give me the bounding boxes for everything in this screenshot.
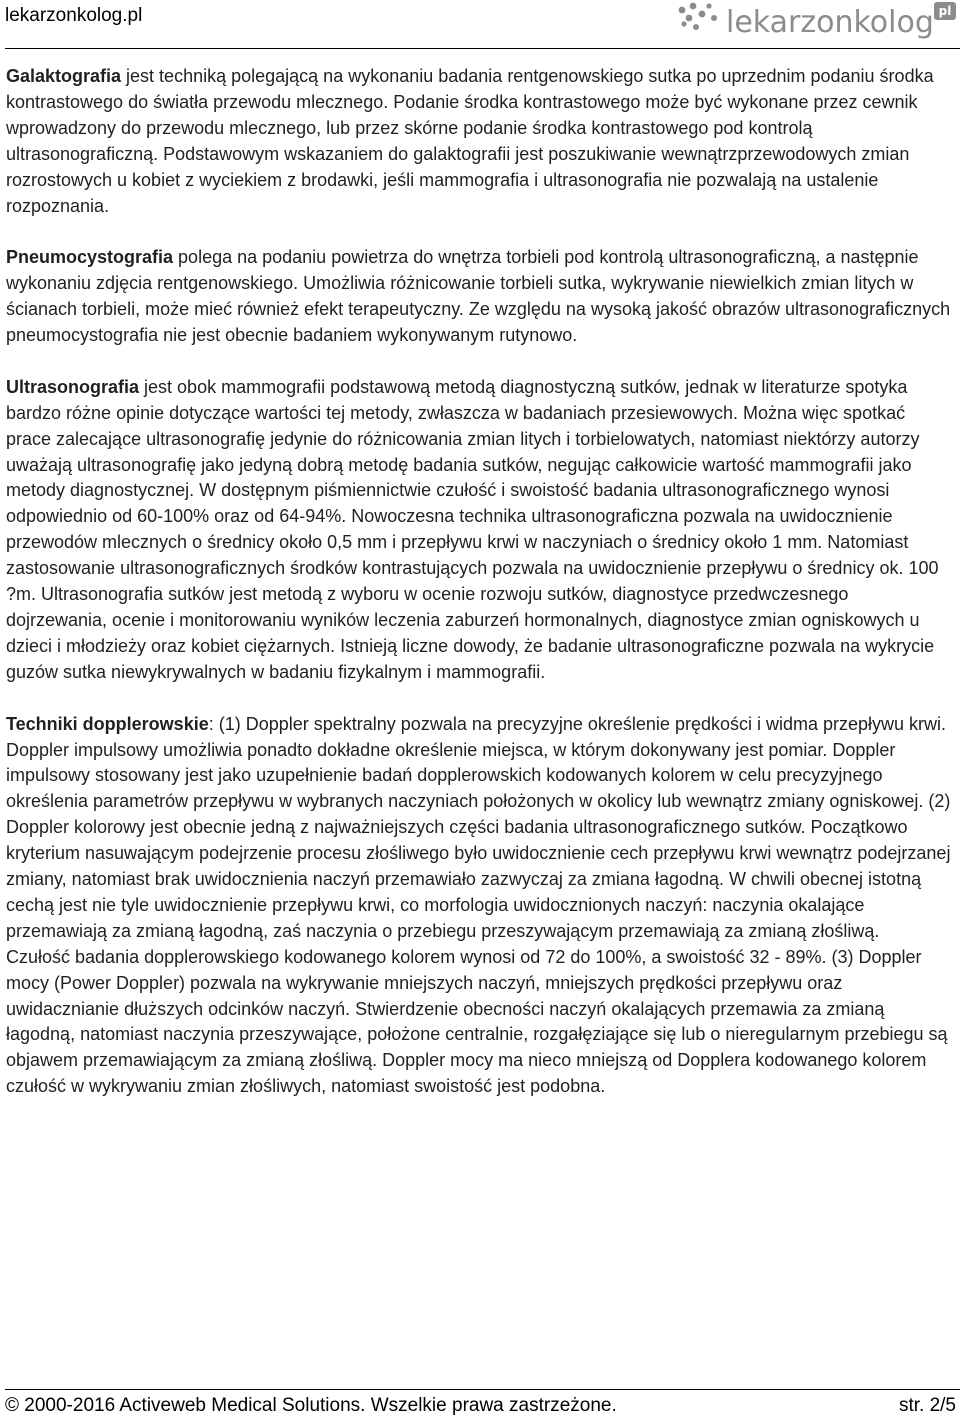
logo-badge-text: pl — [938, 4, 952, 18]
text-ultrasonografia: jest obok mammografii podstawową metodą diagnostyczną sutków, jednak w literaturze spotyka bardzo różne opinie dotyczące wartości tej metody, zwłaszcza w badaniach przesiewowych. Można więc spotkać prace zalecające ultrasonografię jedynie do różnicowania zmian litych i torbielowatych, natomiast niektórzy autorzy uważają ultrasonografię jako jedyną dobrą metodę badania sutków, negując całkowicie wartość mammografii jako metody diagnostycznej. W dostępnym piśmiennictwie czułość i swoistość badania ultrasonograficznego wynosi odpowiednio od 60-100% oraz od 64-94%. Nowoczesna technika ultrasonograficzna pozwala na uwidocznienie przewodów mlecznych o średnicy około 0,5 mm i przepływu krwi w naczyniach o średnicy około 1 mm. Natomiast zastosowanie ultrasonograficznych środków kontrastujących pozwala na uwidocznienie przepływu o średnicy ok. 100 ?m. Ultrasonografia sutków jest metodą z wyboru w ocenie rozwoju sutków, diagnostyce przedwczesnego dojrzewania, ocenie i monitorowaniu wyników leczenia zaburzeń hormonalnych, diagnostyce zmian ogniskowych u dzieci i młodzieży oraz kobiet ciężarnych. Istnieją liczne dowody, że badanie ultrasonograficzne pozwala na wykrycie guzów sutka niewykrywalnych w badaniu fizykalnym i mammografii. — [6, 376, 939, 682]
term-pneumocystografia: Pneumocystografia — [6, 247, 174, 268]
footer-divider — [5, 1389, 960, 1390]
paragraph-galaktografia — [6, 64, 951, 219]
term-ultrasonografia: Ultrasonografia — [6, 376, 140, 397]
paragraph-pneumocystografia — [6, 245, 951, 349]
paragraph-techniki-dopplerowskie — [6, 712, 951, 1101]
page-header — [0, 0, 960, 56]
header-divider — [5, 48, 960, 49]
text-techniki-dopplerowskie: : (1) Doppler spektralny pozwala na precyzyjne określenie prędkości i widma przepływu krwi. Doppler impulsowy umożliwia ponadto dokładne określenie miejsca, w którym dokonywany jest pomiar. Doppler impulsowy stosowany jest jako uzupełnienie badań dopplerowskich kodowanych kolorem w celu precyzyjnego określenia parametrów przepływu w wybranych naczyniach położonych w okolicy lub wewnątrz zmiany ogniskowej. (2) Doppler kolorowy jest obecnie jedną z najważniejszych części badania ultrasonograficznego sutków. Początkowo kryterium nasuwającym podejrzenie procesu złośliwego było uwidocznienie cech przepływu krwi wewnątrz podejrzanej zmiany, natomiast brak uwidocznienia naczyń przemawiało zazwyczaj za zmiana łagodną. W chwili obecnej istotną cechą jest nie tyle uwidocznienie przepływu krwi, co morfologia uwidocznionych naczyń: naczynia okalające przemawiają za zmianą łagodną, zaś naczynia o przebiegu przeszywającym przemawiają za zmianą złośliwą. — [6, 713, 951, 941]
text-galaktografia: jest techniką polegającą na wykonaniu badania rentgenowskiego sutka po uprzednim podaniu środka kontrastowego do światła przewodu mlecznego. Podanie środka kontrastowego może być wykonane przez cewnik wprowadzony do przewodu mlecznego, lub przez skórne podanie środka kontrastowego pod kontrolą ultrasonograficzną. Podstawowym wskazaniem do galaktografii jest poszukiwanie wewnątrzprzewodowych zmian rozrostowych u kobiet z wyciekiem z brodawki, jeśli mammografia i ultrasonografia nie pozwalają na ustalenie rozpoznania. — [6, 66, 934, 216]
text-techniki-dopplerowskie-cont: Czułość badania dopplerowskiego kodowanego kolorem wynosi od 72 do 100%, a swoistość 32 - 89%. (3) Doppler mocy (Power Doppler) pozwala na wykrywanie mniejszych naczyń, mniejszych prędkości przepływu oraz uwidacznianie dłuższych odcinków naczyń. Stwierdzenie obecności naczyń okalających przemawia za zmianą łagodną, natomiast naczynia przeszywające, położone centralnie, rozgałęziające się lub o nieregularnym przebiegu są objawem przemawiającym za zmianą złośliwą. Doppler mocy ma nieco mniejszą od Dopplera kodowanego kolorem czułość w wykrywaniu zmian złośliwych, natomiast swoistość jest podobna. — [6, 946, 948, 1097]
text-pneumocystografia: polega na podaniu powietrza do wnętrza torbieli pod kontrolą ultrasonograficzną, a następnie wykonaniu zdjęcia rentgenowskiego. Umożliwia różnicowanie torbieli sutka, wykrywanie niewielkich zmian litych w ścianach torbieli, może mieć również efekt terapeutyczny. Ze względu na wysoką jakość obrazów ultrasonograficznych pneumocystografia nie jest obecnie badaniem wykonywanym rutynowo. — [6, 247, 951, 346]
page-footer — [0, 1381, 960, 1419]
logo-wordmark: lekarzonkolog — [726, 5, 934, 40]
page-number: str. 2/5 — [898, 1395, 956, 1416]
article-body — [6, 64, 951, 1126]
term-techniki-dopplerowskie: Techniki dopplerowskie — [6, 713, 209, 734]
term-galaktografia: Galaktografia — [6, 66, 122, 86]
site-name: lekarzonkolog.pl — [5, 5, 143, 26]
paragraph-ultrasonografia — [6, 375, 951, 686]
logo-dots-icon — [679, 3, 717, 30]
lekarzonkolog-logo — [676, 0, 960, 44]
copyright-notice: © 2000-2016 Activeweb Medical Solutions. Wszelkie prawa zastrzeżone. — [5, 1395, 617, 1416]
